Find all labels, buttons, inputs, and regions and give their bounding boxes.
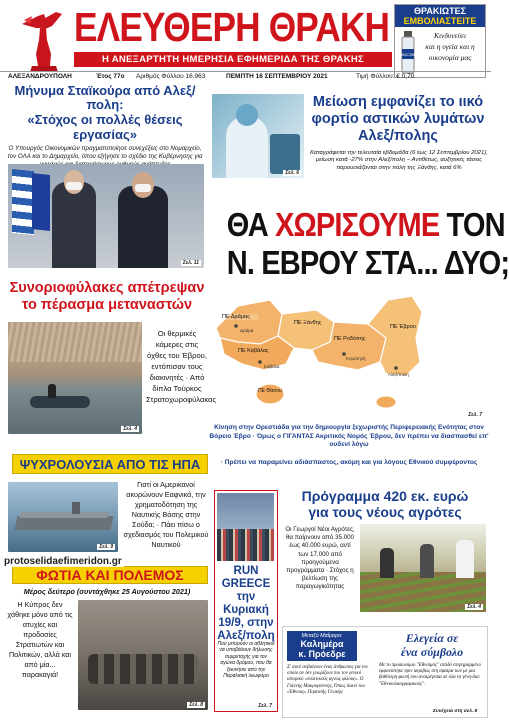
label-pe-drama: ΠΕ Δράμας [222, 314, 258, 320]
migrant-boat [30, 396, 90, 408]
staikouras-lead: Ο Υπουργός Οικονομικών πραγματοποίησε συνεχέξεις στο Νομαρχείο, τον ΟΛΑ και το Δημαρχείο, όπου εξήγησε το σχέδιο της Κυβέρνησης για [7, 145, 203, 160]
person-on-boat [48, 384, 56, 398]
staikouras-page-ref[interactable]: Σελ. 11 [182, 260, 199, 266]
masthead-title: ΕΛΕΥΘΕΡΗ ΘΡΑΚΗ [74, 4, 390, 50]
person-right [118, 186, 168, 268]
main-headline-line2: Ν. ΕΒΡΟΥ ΣΤΑ... ΔΥΟ; [226, 244, 509, 281]
main-headline-part2: ΧΩΡΙΣΟΥΜΕ [275, 206, 440, 243]
story-covid[interactable] [212, 84, 488, 194]
main-headline-part3: ΤΟΝ [439, 206, 505, 243]
staikouras-headline2: «Στόχος οι πολλές θέσεις εργασίας» [27, 112, 183, 142]
mask-left [66, 182, 82, 190]
run-body: Πού μπορούν οι αθλητικοί να υποβάλουν δήλωσης συμμετοχής για τον αγώνα δρόμου, που θα ξεκινήσει από την Παραλιακή λεωφόρο [217, 641, 275, 680]
label-pe-rodopi: ΠΕ Ροδόπης [334, 336, 366, 342]
label-pe-thasos: ΠΕ Θάσου [258, 388, 282, 394]
farmers-photo [360, 524, 486, 612]
column-continue[interactable]: Συνέχεια στη σελ. 8 [433, 709, 478, 714]
border-river-photo [8, 322, 142, 434]
masthead-issue: Αριθμός Φύλλου 16.963 [136, 73, 206, 80]
ad-line2: ΕΜΒΟΛΙΑΣΤΕΙΤΕ [403, 16, 477, 26]
story-border[interactable] [4, 280, 217, 446]
column-box-line1: Μεταξύ Μαΐμαρο: [301, 633, 343, 639]
farmers-headline2: για τους νέους αγρότες [308, 504, 462, 520]
column-box [287, 631, 357, 661]
soldier-group [88, 654, 198, 684]
city-kavala: Καβάλα [264, 364, 280, 369]
column-box-line2: Καλημέρα [300, 639, 344, 649]
lab-equipment [270, 134, 300, 174]
city-komotini: Κομοτηνή [346, 356, 366, 361]
usa-page-ref[interactable]: Σελ. 9 [99, 544, 113, 550]
ad-line3: Κινδυνεύει [433, 31, 467, 40]
runners-crowd [217, 529, 274, 561]
carrier-deck [19, 512, 108, 518]
runners-photo [217, 493, 274, 561]
farmers-body: Οι Γεωργοί Νέοι Αγρότες, θα παίρνουν από 35.000 έως 40.000 ευρώ, αντί των 17.000 από προηγούμενα προγράμματα · Στόχος η βελτίωση της παραγωγικότητας [285, 526, 355, 591]
covid-headline: Μείωση εμφανίζει το ιικό φορτίο αστικών λυμάτων Αλεξ/πολης [311, 94, 485, 144]
main-story-headline[interactable] [210, 206, 509, 292]
farmers-page-ref[interactable]: Σελ. 4 [467, 604, 481, 610]
flag-greece [12, 169, 34, 235]
mask-right [135, 184, 151, 192]
masthead-year: Έτος 77ο [96, 73, 125, 80]
column-text2: Με το προσωνύμιο "Εθνισμός" ατάδό επιγεγραμμένο εμφανίστηκε πριν ακριβώς στη σφαίρα των με μια βαθύτερη φωνή που αναιρέγεσαι σε όλα τα γένη-δια: "Εθνικολαογραφικούς". [379, 663, 481, 687]
person-left [52, 182, 96, 268]
usa-banner-text: ΨΥΧΡΟΛΟΥΣΙΑ ΑΠΟ ΤΙΣ ΗΠΑ [19, 457, 201, 472]
war-banner [12, 566, 208, 584]
watermark: protoselidaefimeridon.gr [4, 556, 122, 567]
vaccination-ad[interactable] [394, 4, 486, 78]
story-farmers[interactable] [282, 488, 488, 620]
ad-line1: ΘΡΑΚΙΩΤΕΣ [414, 6, 466, 16]
carrier-tower [72, 502, 80, 514]
farmer-1 [380, 548, 394, 578]
svg-text:VACCINE: VACCINE [400, 53, 416, 57]
region-drama [216, 300, 282, 344]
masthead-subtitle: Η ΑΝΕΞΑΡΤΗΤΗ ΗΜΕΡΗΣΙΑ ΕΦΗΜΕΡΙΔΑ ΤΗΣ ΘΡΑΚΗΣ [101, 54, 365, 65]
farmer-2 [420, 544, 434, 578]
border-body: Οι θερμικές κάμερες στις όχθες του Έβρου, εντόπισαν τους διακινητές · Από δίπλα Τούρκος Στρατοχωροφύλακας [146, 329, 217, 404]
label-pe-evros: ΠΕ Έβρου [390, 324, 416, 330]
main-caption2: · Πρέπει να παραμείνει αδιάσπαστος, ακόμη και για λόγους Εθνικού συμφέροντος [220, 459, 478, 466]
main-headline-part1: ΘΑ [226, 206, 276, 243]
city-drama: Δράμα [240, 328, 254, 333]
ad-line4: και η υγεία και η [425, 42, 475, 51]
ad-line5: οικονομία μας [428, 53, 472, 62]
carrier-hull [15, 516, 114, 530]
war-page-ref[interactable]: Σελ. 8 [189, 702, 203, 708]
farmers-headline1: Πρόγραμμα 420 εκ. ευρώ [301, 488, 469, 504]
aircraft-carrier-photo [8, 482, 118, 552]
covid-lab-photo [212, 94, 304, 178]
soldiers-photo [78, 600, 208, 710]
column-section[interactable] [282, 626, 488, 718]
city-alexandroupoli: Αλεξ/πολη [388, 372, 409, 377]
farmer-3 [456, 540, 474, 578]
column-box-line3: κ. Πρόεδρε [298, 649, 346, 659]
masthead-price: Τιμή Φύλλου: € 0,70 [356, 73, 415, 80]
main-headline-line1 [226, 206, 505, 244]
run-headline: RUN GREECE την Κυριακή 19/9, στην Αλεξ/πολη [217, 565, 275, 642]
story-war[interactable] [4, 556, 210, 716]
border-headline1: Συνοριοφύλακες απέτρεψαν [9, 280, 205, 296]
masthead-date: ΠΕΜΠΤΗ 16 ΣΕΠΤΕΜΒΡΙΟΥ 2021 [226, 73, 328, 80]
story-run-greece[interactable] [214, 490, 278, 712]
covid-page-ref[interactable]: Σελ. 6 [285, 170, 299, 176]
war-subtitle: Μέρος δεύτερο (συντάχθηκε 25 Αυγούστου 2021) [23, 587, 191, 596]
border-page-ref[interactable]: Σελ. 4 [123, 426, 137, 432]
river-bank [8, 322, 142, 362]
masthead [0, 0, 491, 82]
war-body: Η Κύπρος δεν χάθηκε μόνο από τις ατυχίες και προδοσίες Στρατιωτών και Πολιτικών, αλλά και από μία... παρακαγιά! [7, 600, 73, 679]
story-usa[interactable] [4, 452, 210, 556]
victory-statue-logo [10, 10, 70, 74]
usa-banner [12, 454, 208, 474]
flag-eu [32, 173, 50, 231]
label-pe-xanthi: ΠΕ Ξάνθης [294, 320, 322, 326]
lab-worker-head [236, 104, 258, 126]
run-page-ref[interactable]: Σελ. 7 [258, 703, 272, 709]
staikouras-photo [8, 164, 204, 268]
masthead-info-line [0, 71, 491, 81]
story-staikouras[interactable] [4, 84, 206, 272]
border-headline2: το πέρασμα μεταναστών [21, 297, 193, 313]
column-text: Σ' αυτό ανβαίνουν ένας άνθρωπος για τον οποίο αν δεν γνωρίζουν πιο τον γενικό ιστορικό «πολιτικούς αγνώς φίλους». Ο Γιάννης Μακρυγιάννης, Όπως δοκεί του «Έθνους» Πορευτής Γενικής [287, 665, 369, 695]
war-banner-text: ΦΩΤΙΑ ΚΑΙ ΠΟΛΕΜΟΣ [36, 567, 184, 583]
column-title2: ένα σύμβολο [400, 645, 464, 659]
main-page-ref[interactable]: Σελ. 7 [468, 412, 482, 418]
region-thasos [256, 384, 284, 404]
main-caption1: Κίνηση στην Ορεστιάδα για την δημιουργία ξεχωριστής Περιφερειακής Ενότητας στον Βόρειο Έβρο · Όμως ο ΓΙΓΑΝΤΑΣ Ακριτικός Νομός Έβρου, δεν πρέπει να διασπασθεί επ' ουδενί λόγω [209, 424, 489, 449]
masthead-city: ΑΛΕΞΑΝΔΡΟΥΠΟΛΗ [8, 73, 72, 80]
label-pe-kavala: ΠΕ Καβάλας [238, 348, 269, 354]
thrace-map [208, 292, 490, 422]
column-title1: Ελεγεία σε [405, 631, 459, 645]
island-samothrace [376, 396, 396, 408]
covid-lead: Καταγράφεται την τελευταία εβδομάδα (6 έως 12 Σεπτεμβρίου 2021), μείωση κατά -27% στην Αλεξ/πολη – Αντιθέτως, αυξητικές τάσεις παρουσιάζονται στην πόλη της Ξάνθης, κατά 6% [310, 150, 488, 171]
usa-body: Γιατί οι Αμερικανοί ακυρώνουν Εαφνικά, την χρηματοδότηση της Ναυτικής Βάσης στην Σούδα; · Πάει πίσω ο σχεδιασμός του Πολεμικού Ναυτικού [123, 480, 209, 549]
staikouras-headline1: Μήνυμα Σταϊκούρα από Αλεξ/πολη: [14, 83, 196, 112]
